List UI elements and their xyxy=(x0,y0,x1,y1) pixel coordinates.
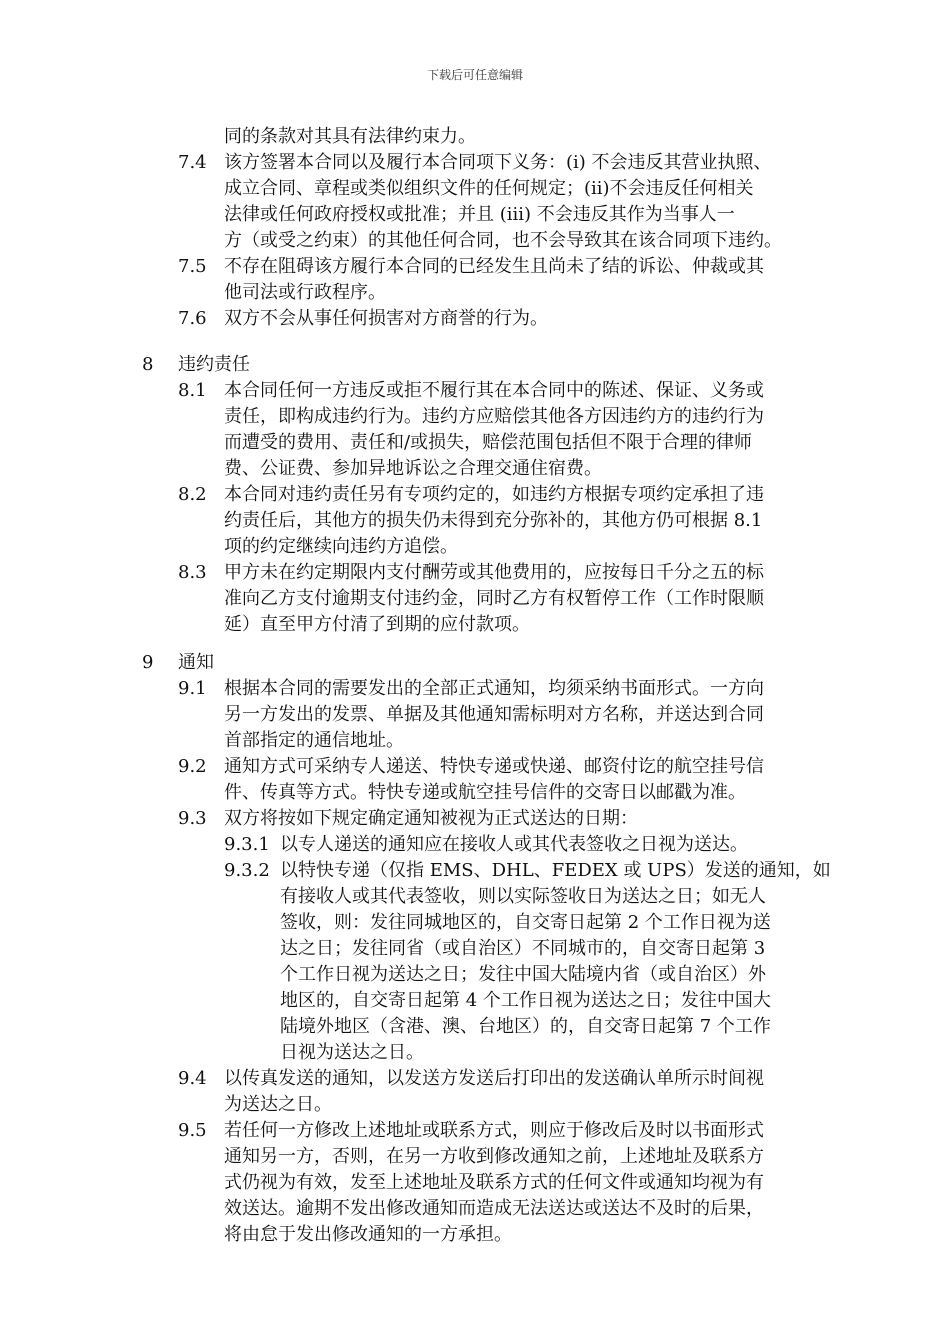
clause-number: 7.4 xyxy=(178,152,207,173)
clause-line: 准向乙方支付逾期支付违约金，同时乙方有权暂停工作（工作时限顺 xyxy=(224,588,764,609)
clause-line: 首部指定的通信地址。 xyxy=(224,730,404,751)
subclause-line: 有接收人或其代表签收，则以实际签收日为送达之日；如无人 xyxy=(280,886,766,907)
clause-line: 项的约定继续向违约方追偿。 xyxy=(224,536,458,557)
clause-line: 将由怠于发出修改通知的一方承担。 xyxy=(224,1224,512,1245)
clause-line: 双方不会从事任何损害对方商誉的行为。 xyxy=(224,308,548,329)
clause-line: 成立合同、章程或类似组织文件的任何规定；(ii)不会违反任何相关 xyxy=(224,178,754,199)
clause-line: 式仍视为有效，发至上述地址及联系方式的任何文件或通知均视为有 xyxy=(224,1172,764,1193)
clause-line: 本合同对违约责任另有专项约定的，如违约方根据专项约定承担了违 xyxy=(224,484,764,505)
subclause-number: 9.3.2 xyxy=(224,860,270,881)
clause-line: 件、传真等方式。特快专递或航空挂号信件的交寄日以邮戳为准。 xyxy=(224,782,746,803)
subclause-line: 日视为送达之日。 xyxy=(280,1042,424,1063)
clause-line: 约责任后，其他方的损失仍未得到充分弥补的，其他方仍可根据 8.1 xyxy=(224,510,763,531)
clause-number: 9.1 xyxy=(178,678,207,699)
clause-number: 9.5 xyxy=(178,1120,207,1141)
article-title: 通知 xyxy=(178,652,214,673)
clause-line: 双方将按如下规定确定通知被视为正式送达的日期： xyxy=(224,808,638,829)
clause-number: 8.3 xyxy=(178,562,207,583)
clause-line: 责任，即构成违约行为。违约方应赔偿其他各方因违约方的违约行为 xyxy=(224,406,764,427)
clause-line: 该方签署本合同以及履行本合同项下义务：(i) 不会违反其营业执照、 xyxy=(224,152,772,173)
clause-number: 7.5 xyxy=(178,256,207,277)
clause-line: 若任何一方修改上述地址或联系方式，则应于修改后及时以书面形式 xyxy=(224,1120,764,1141)
clause-number: 8.1 xyxy=(178,380,207,401)
clause-line: 法律或任何政府授权或批准；并且 (iii) 不会违反其作为当事人一 xyxy=(224,204,735,225)
clause-line: 另一方发出的发票、单据及其他通知需标明对方名称，并送达到合同 xyxy=(224,704,764,725)
clause-line: 延）直至甲方付清了到期的应付款项。 xyxy=(224,614,530,635)
subclause-line: 陆境外地区（含港、澳、台地区）的，自交寄日起第 7 个工作 xyxy=(280,1016,771,1037)
clause-line: 本合同任何一方违反或拒不履行其在本合同中的陈述、保证、义务或 xyxy=(224,380,764,401)
subclause-line: 以专人递送的通知应在接收人或其代表签收之日视为送达。 xyxy=(280,834,748,855)
clause-line: 而遭受的费用、责任和/或损失，赔偿范围包括但不限于合理的律师 xyxy=(224,432,753,453)
clause-line: 根据本合同的需要发出的全部正式通知，均须采纳书面形式。一方向 xyxy=(224,678,764,699)
subclause-line: 地区的，自交寄日起第 4 个工作日视为送达之日；发往中国大 xyxy=(280,990,771,1011)
subclause-line: 以特快专递（仅指 EMS、DHL、FEDEX 或 UPS）发送的通知，如 xyxy=(280,860,831,881)
article-number: 8 xyxy=(142,354,154,375)
clause-line: 通知另一方，否则，在另一方收到修改通知之前，上述地址及联系方 xyxy=(224,1146,764,1167)
clause-line: 为送达之日。 xyxy=(224,1094,332,1115)
clause-number: 7.6 xyxy=(178,308,207,329)
clause-line: 方（或受之约束）的其他任何合同，也不会导致其在该合同项下违约。 xyxy=(224,230,782,251)
subclause-number: 9.3.1 xyxy=(224,834,270,855)
subclause-line: 签收，则：发往同城地区的，自交寄日起第 2 个工作日视为送 xyxy=(280,912,771,933)
clause-line: 他司法或行政程序。 xyxy=(224,282,386,303)
clause-line: 费、公证费、参加异地诉讼之合理交通住宿费。 xyxy=(224,458,602,479)
clause-line: 以传真发送的通知，以发送方发送后打印出的发送确认单所示时间视 xyxy=(224,1068,764,1089)
subclause-line: 达之日；发往同省（或自治区）不同城市的，自交寄日起第 3 xyxy=(280,938,766,959)
continuation-line: 同的条款对其具有法律约束力。 xyxy=(224,126,476,147)
clause-line: 甲方未在约定期限内支付酬劳或其他费用的，应按每日千分之五的标 xyxy=(224,562,764,583)
clause-line: 效送达。逾期不发出修改通知而造成无法送达或送达不及时的后果， xyxy=(224,1198,764,1219)
clause-number: 9.4 xyxy=(178,1068,207,1089)
subclause-line: 个工作日视为送达之日；发往中国大陆境内省（或自治区）外 xyxy=(280,964,766,985)
clause-line: 不存在阻碍该方履行本合同的已经发生且尚未了结的诉讼、仲裁或其 xyxy=(224,256,764,277)
article-title: 违约责任 xyxy=(178,354,250,375)
clause-number: 8.2 xyxy=(178,484,207,505)
article-number: 9 xyxy=(142,652,154,673)
page-header: 下载后可任意编辑 xyxy=(426,68,523,82)
clause-number: 9.3 xyxy=(178,808,207,829)
clause-line: 通知方式可采纳专人递送、特快专递或快递、邮资付讫的航空挂号信 xyxy=(224,756,764,777)
clause-number: 9.2 xyxy=(178,756,207,777)
